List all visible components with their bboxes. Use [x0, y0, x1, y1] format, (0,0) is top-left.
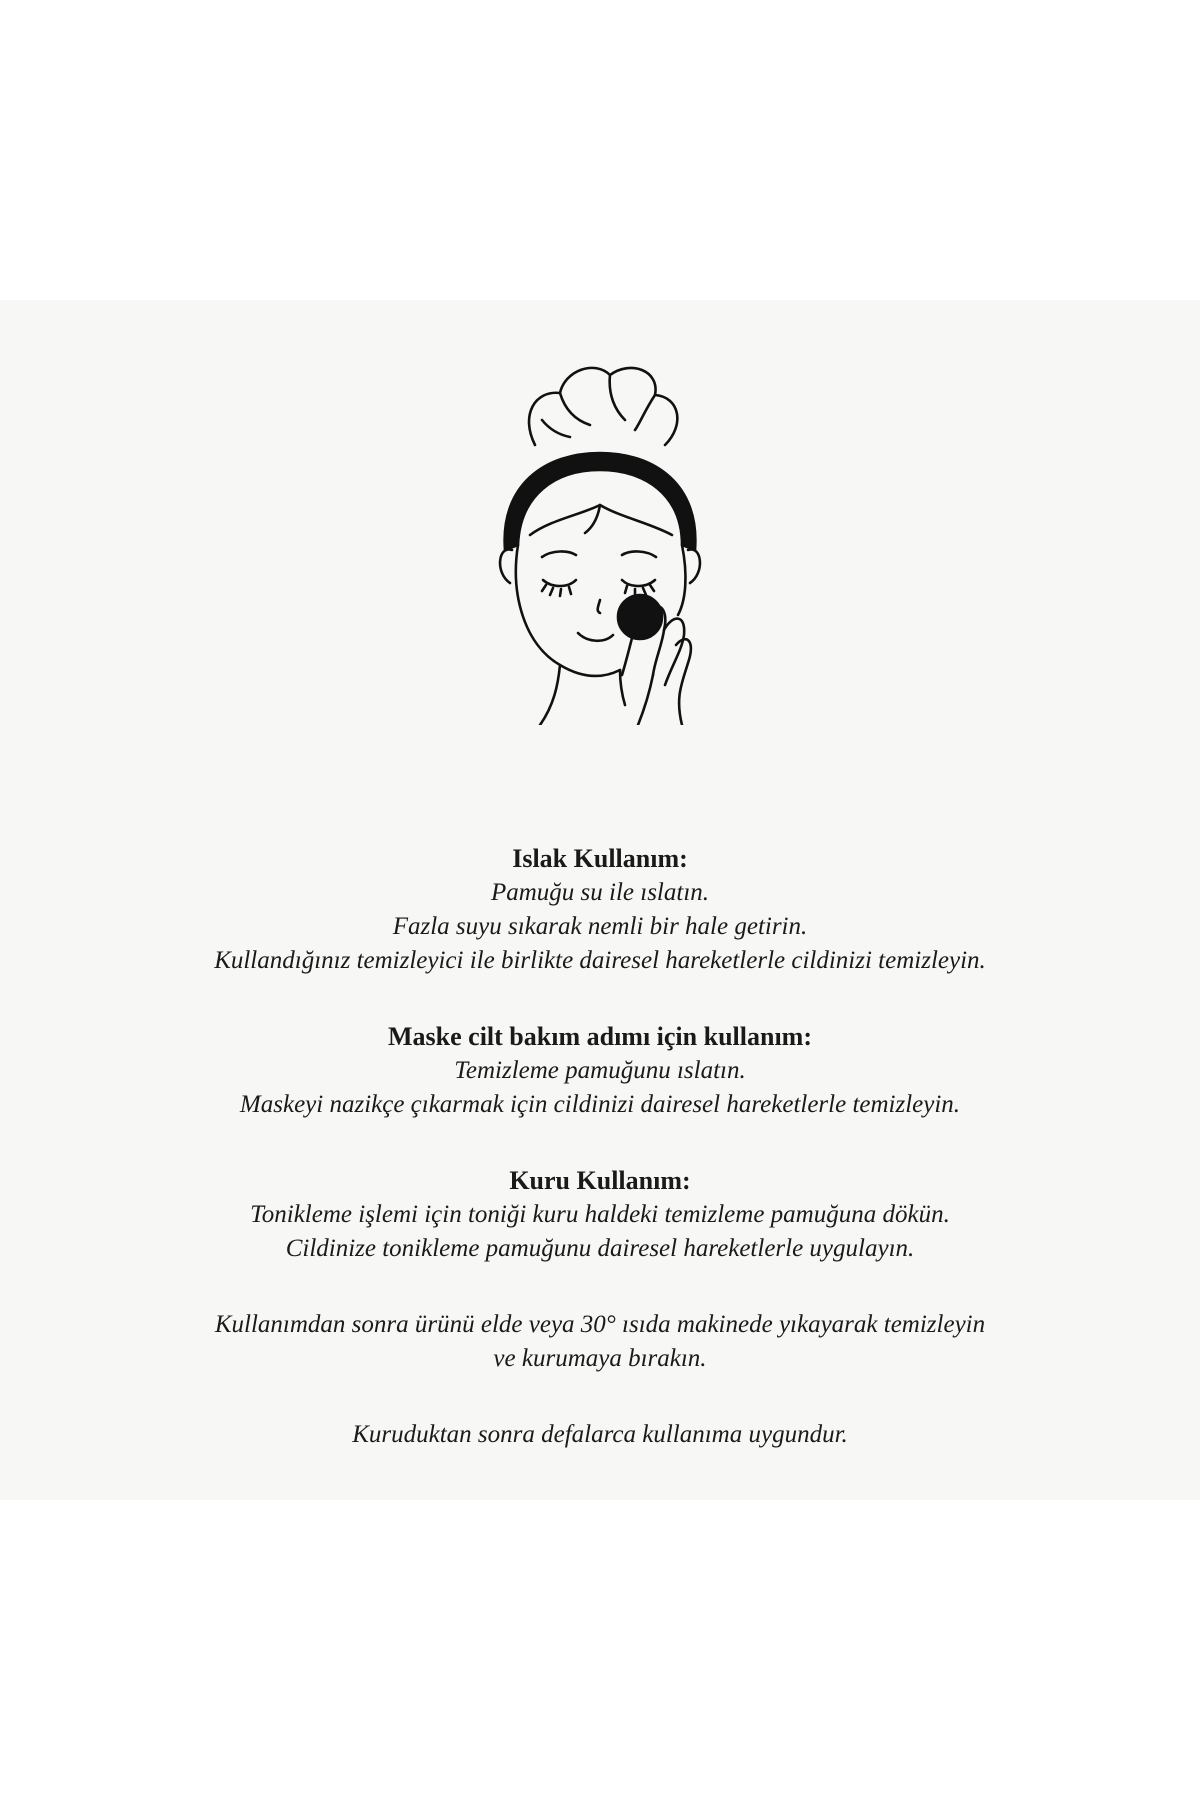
instruction-line: Maskeyi nazikçe çıkarmak için cildinizi dairesel hareketlerle temizleyin.: [239, 1091, 961, 1118]
note-line: Kullanımdan sonra ürünü elde veya 30° ısıda makinede yıkayarak temizleyin: [214, 1311, 986, 1338]
instruction-line: Tonikleme işlemi için toniği kuru haldeki temizleme pamuğuna dökün.: [250, 1201, 950, 1228]
section-mask-step: [0, 1020, 1200, 1122]
instruction-line: Fazla suyu sıkarak nemli bir hale getirin.: [392, 913, 808, 940]
note-reusable: [0, 1418, 1200, 1452]
instruction-line: Pamuğu su ile ıslatın.: [490, 879, 710, 906]
instruction-line: Temizleme pamuğunu ıslatın.: [454, 1057, 746, 1084]
section-heading: Islak Kullanım:: [512, 844, 688, 873]
woman-cleansing-face-with-cotton-pad-icon: [450, 345, 750, 725]
usage-instructions: [0, 842, 1200, 1494]
note-line: ve kurumaya bırakın.: [493, 1345, 707, 1372]
instruction-line: Kullandığınız temizleyici ile birlikte dairesel hareketlerle cildinizi temizleyin.: [214, 947, 986, 974]
section-heading: Kuru Kullanım:: [509, 1166, 691, 1195]
note-washing: [0, 1308, 1200, 1376]
instruction-line: Cildinize tonikleme pamuğunu dairesel hareketlerle uygulayın.: [285, 1235, 915, 1262]
instruction-card: [0, 300, 1200, 1500]
section-wet-use: [0, 842, 1200, 978]
section-dry-use: [0, 1164, 1200, 1266]
note-line: Kuruduktan sonra defalarca kullanıma uygundur.: [352, 1421, 848, 1448]
section-heading: Maske cilt bakım adımı için kullanım:: [388, 1022, 812, 1051]
